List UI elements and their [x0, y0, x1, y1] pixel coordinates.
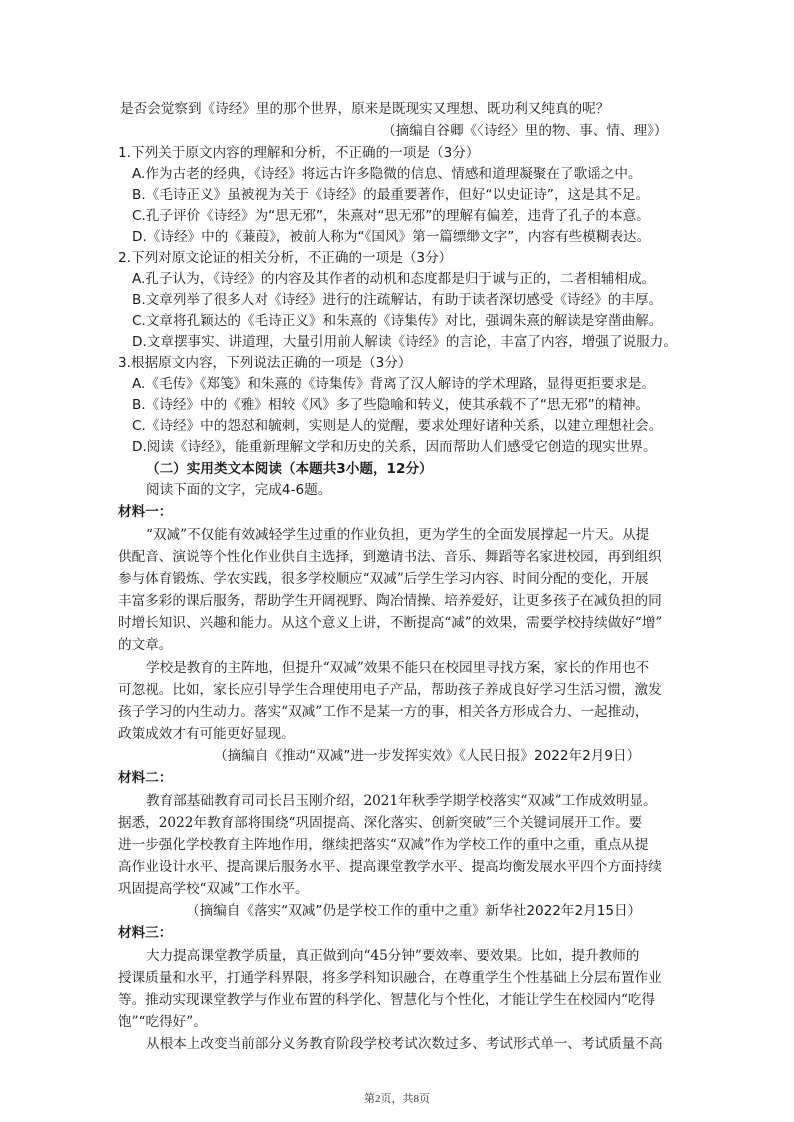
material-3-label: 材料三： — [118, 925, 173, 941]
material-2-line: 据悉，2022年教育部将围绕“巩固提高、深化落实、创新突破”三个关键词展开工作。要 — [118, 815, 643, 831]
passage-tail: 是否会觉察到《诗经》里的那个世界，原来是既现实又理想、既功利又纯真的呢？ — [120, 101, 610, 117]
material-2-line: 高作业设计水平、提高课后服务水平、提高课堂教学水平、提高均衡发展水平四个方面持续 — [118, 859, 662, 875]
material-1-line: 时增长知识、兴趣和能力。从这个意义上讲，不断提高“减”的效果，需要学校持续做好“增” — [118, 615, 663, 631]
material-1-line: 供配音、演说等个性化作业供自主选择，到邀请书法、音乐、舞蹈等名家进校园，再到组织 — [118, 549, 662, 565]
q3-option-d: D.阅读《诗经》，能重新理解文学和历史的关系，因而帮助人们感受它创造的现实世界。 — [132, 439, 657, 455]
material-2-line: 进一步强化学校教育主阵地作用，继续把落实“双减”作为学校工作的重中之重，重点从提 — [118, 837, 649, 853]
section-2-intro: 阅读下面的文字，完成4-6题。 — [146, 482, 332, 498]
material-1-line: 丰富多彩的课后服务，帮助学生开阔视野、陶冶情操、培养爱好，让更多孩子在减负担的同 — [118, 593, 662, 609]
material-1-line: 可忽视。比如，家长应引导学生合理使用电子产品，帮助孩子养成良好学习生活习惯，激发 — [118, 682, 662, 698]
q2-option-d: D.文章摆事实、讲道理，大量引用前人解读《诗经》的言论，丰富了内容，增强了说服力。 — [132, 334, 677, 350]
q3-option-c: C.《诗经》中的怨怼和毓刺，实则是人的觉醒，要求处理好诸种关系，以建立理想社会。 — [132, 418, 663, 434]
q1-option-b: B.《毛诗正义》虽被视为关于《诗经》的最重要著作，但好“以史证诗”，这是其不足。 — [132, 187, 650, 203]
material-3-line: 授课质量和水平，打通学科界限，将多学科知识融合，在尊重学生个性基础上分层布置作业 — [118, 970, 662, 986]
question-3-stem: 3.根据原文内容，下列说法正确的一项是（3分） — [118, 355, 412, 371]
q2-option-b: B.文章列举了很多人对《诗经》进行的注疏解诂，有助于读者深切感受《诗经》的丰厚。 — [132, 292, 663, 308]
section-2-title: （二）实用类文本阅读（本题共3小题，12分） — [146, 461, 433, 477]
material-1-line: “双减”不仅能有效减轻学生过重的作业负担，更为学生的全面发展撑起一片天。从提 — [146, 527, 650, 543]
q1-option-c: C.孔子评价《诗经》为“思无邪”，朱熹对“思无邪”的理解有偏差，违背了孔子的本意。 — [132, 208, 650, 224]
material-1-line: 参与体育锻炼、学农实践，很多学校顺应“双减”后学生学习内容、时间分配的变化，开展 — [118, 571, 649, 587]
q3-option-a: A.《毛传》《郑笺》和朱熹的《诗集传》背离了汉人解诗的学术理路，显得更拒要求是。 — [132, 376, 656, 392]
q1-option-a: A.作为古老的经典，《诗经》将远古许多隐微的信息、情感和道理凝聚在了歌谣之中。 — [132, 166, 642, 182]
passage-source: （摘编自谷卿《〈诗经〉里的物、事、情、理》） — [382, 123, 668, 139]
material-2-line: 巩固提高学校“双减”工作水平。 — [118, 881, 309, 897]
material-3-line: 大力提高课堂教学质量，真正做到向“45分钟”要效率、要效果。比如，提升教师的 — [146, 948, 640, 964]
material-1-source: （摘编自《推动“双减”进一步发挥实效》《人民日报》2022年2月9日） — [214, 748, 641, 764]
page-footer: 第2页，共8页 — [364, 1093, 430, 1105]
q2-option-a: A.孔子认为，《诗经》的内容及其作者的动机和态度都是归于诚与正的，二者相辅相成。 — [132, 271, 656, 287]
question-1-stem: 1.下列关于原文内容的理解和分析，不正确的一项是（3分） — [118, 145, 480, 161]
material-1-line: 政策成效才有可能更好显现。 — [118, 726, 295, 742]
material-1-line: 的文章。 — [118, 637, 173, 653]
material-2-label: 材料二： — [118, 770, 173, 786]
material-3-line: 等。推动实现课堂教学与作业布置的科学化、智慧化与个性化，才能让学生在校园内“吃得 — [118, 992, 656, 1008]
q2-option-c: C.文章将孔颖达的《毛诗正义》和朱熹的《诗集传》对比，强调朱熹的解读是穿凿曲解。 — [132, 313, 663, 329]
q1-option-d: D.《诗经》中的《蒹葭》，被前人称为“《国风》第一篇缥缈文字”，内容有些模糊表达。 — [132, 229, 651, 245]
material-1-label: 材料一： — [118, 504, 173, 520]
material-2-source: （摘编自《落实“双减”仍是学校工作的重中之重》新华社2022年2月15日） — [186, 903, 642, 919]
question-2-stem: 2.下列对原文论证的相关分析，不正确的一项是（3分） — [118, 250, 453, 266]
q3-option-b: B.《诗经》中的《雅》相较《风》多了些隐喻和转义，使其承载不了“思无邪”的精神。 — [132, 397, 650, 413]
material-2-line: 教育部基础教育司司长吕玉刚介绍，2021年秋季学期学校落实“双减”工作成效明显。 — [146, 793, 657, 809]
material-3-line: 从根本上改变当前部分义务教育阶段学校考试次数过多、考试形式单一、考试质量不高 — [146, 1036, 663, 1052]
material-3-line: 饱”“吃得好”。 — [118, 1014, 207, 1030]
material-1-line: 学校是教育的主阵地，但提升“双减”效果不能只在校园里寻找方案，家长的作用也不 — [146, 660, 650, 676]
material-1-line: 孩子学习的内生动力。落实“双减”工作不是某一方的事，相关各方形成合力、一起推动， — [118, 704, 649, 720]
